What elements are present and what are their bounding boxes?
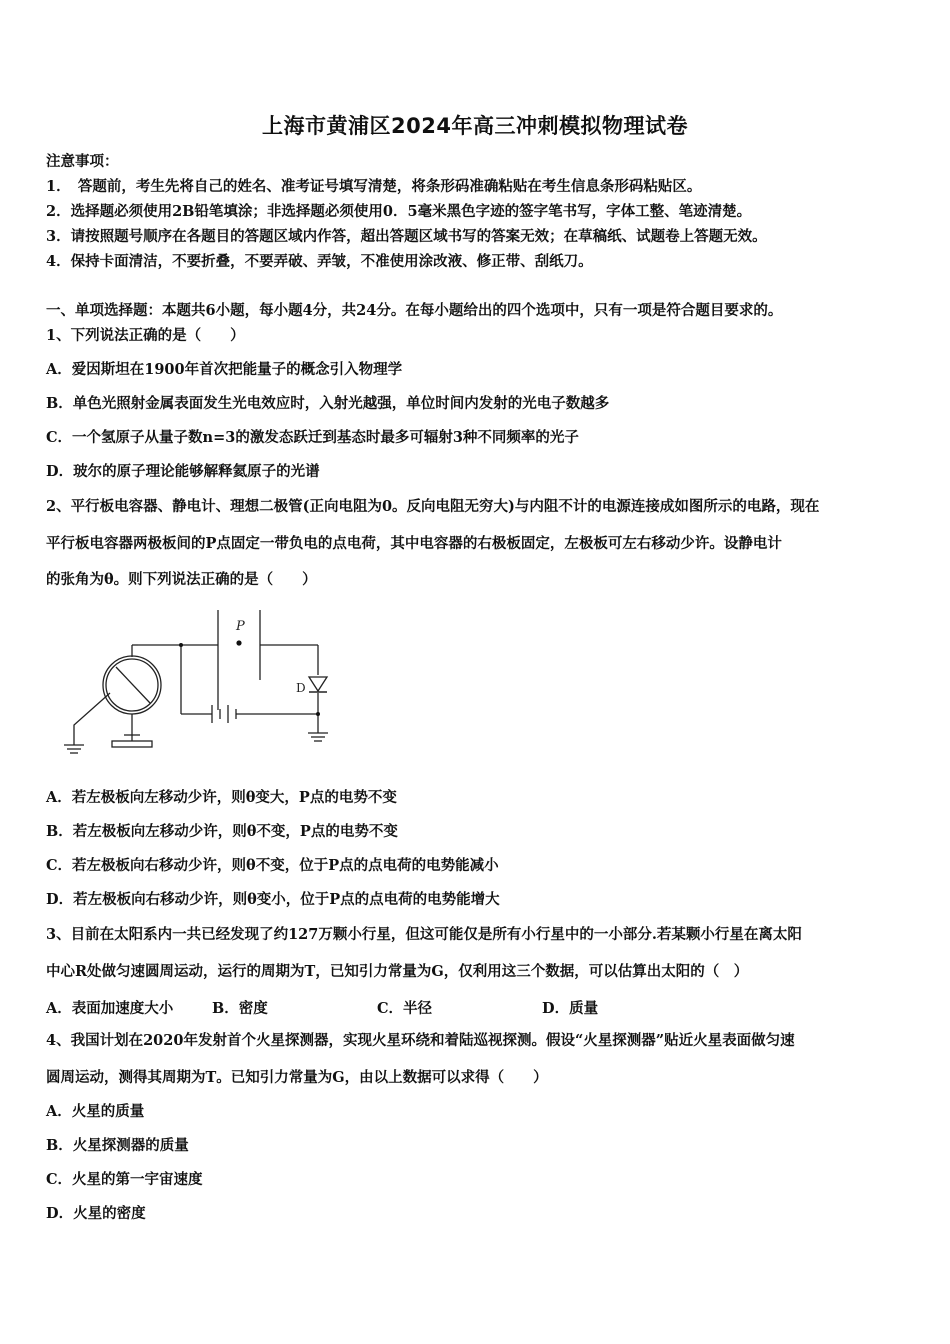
label-p: P bbox=[236, 619, 245, 634]
q1-stem: 1、下列说法正确的是（ ） bbox=[46, 327, 245, 344]
section-heading: 一、单项选择题：本题共6小题，每小题4分，共24分。在每小题给出的四个选项中，只有一项是符合题目要求的。 bbox=[46, 302, 783, 319]
notice-item-4: 4．保持卡面清洁，不要折叠，不要弄破、弄皱，不准使用涂改液、修正带、刮纸刀。 bbox=[46, 253, 593, 270]
circuit-diagram bbox=[60, 605, 340, 763]
notice-item-2: 2．选择题必须使用2B铅笔填涂；非选择题必须使用0．5毫米黑色字迹的签字笔书写，字体工整、笔迹清楚。 bbox=[46, 203, 752, 220]
q2-option-d: D．若左极板向右移动少许，则θ变小，位于P点的点电荷的电势能增大 bbox=[46, 891, 500, 908]
q4-option-d: D．火星的密度 bbox=[46, 1205, 146, 1222]
q2-stem-line-2: 平行板电容器两极板间的P点固定一带负电的点电荷，其中电容器的右极板固定，左极板可左右移动少许。设静电计 bbox=[46, 535, 782, 552]
q3-stem-line-2: 中心R处做匀速圆周运动，运行的周期为T，已知引力常量为G，仅利用这三个数据，可以估算出太阳的（ ） bbox=[46, 963, 749, 980]
q4-option-a: A．火星的质量 bbox=[46, 1103, 145, 1120]
q3-stem-line-1: 3、目前在太阳系内一共已经发现了约127万颗小行星，但这可能仅是所有小行星中的一小部分.若某颗小行星在离太阳 bbox=[46, 926, 802, 943]
q4-stem-line-2: 圆周运动，测得其周期为T。已知引力常量为G，由以上数据可以求得（ ） bbox=[46, 1069, 548, 1086]
point-p-dot bbox=[236, 640, 241, 645]
notice-item-1: 1． 答题前，考生先将自己的姓名、准考证号填写清楚，将条形码准确粘贴在考生信息条形码粘贴区。 bbox=[46, 178, 702, 195]
electrometer-body bbox=[106, 659, 158, 711]
electrometer-needle bbox=[116, 667, 150, 703]
q1-option-b: B．单色光照射金属表面发生光电效应时，入射光越强，单位时间内发射的光电子数越多 bbox=[46, 395, 610, 412]
q4-option-b: B．火星探测器的质量 bbox=[46, 1137, 189, 1154]
q1-option-a: A．爱因斯坦在1900年首次把能量子的概念引入物理学 bbox=[46, 361, 403, 378]
q2-option-a: A．若左极板向左移动少许，则θ变大，P点的电势不变 bbox=[46, 789, 397, 806]
q3-option-b: B．密度 bbox=[212, 1000, 268, 1017]
notice-item-3: 3．请按照题号顺序在各题目的答题区域内作答，超出答题区域书写的答案无效；在草稿纸、试题卷上答题无效。 bbox=[46, 228, 767, 245]
q3-option-a: A．表面加速度大小 bbox=[46, 1000, 174, 1017]
q1-option-d: D．玻尔的原子理论能够解释氦原子的光谱 bbox=[46, 463, 320, 480]
q3-option-d: D．质量 bbox=[542, 1000, 599, 1017]
q2-stem-line-3: 的张角为θ。则下列说法正确的是（ ） bbox=[46, 571, 317, 588]
q1-option-c: C．一个氢原子从量子数n=3的激发态跃迁到基态时最多可辐射3种不同频率的光子 bbox=[46, 429, 579, 446]
label-d: D bbox=[296, 681, 306, 695]
q3-option-c: C．半径 bbox=[377, 1000, 433, 1017]
q2-option-c: C．若左极板向右移动少许，则θ不变，位于P点的点电荷的电势能减小 bbox=[46, 857, 499, 874]
q2-option-b: B．若左极板向左移动少许，则θ不变，P点的电势不变 bbox=[46, 823, 398, 840]
q4-option-c: C．火星的第一宇宙速度 bbox=[46, 1171, 203, 1188]
page-title: 上海市黄浦区2024年高三冲刺模拟物理试卷 bbox=[262, 114, 688, 138]
q2-stem-line-1: 2、平行板电容器、静电计、理想二极管(正向电阻为0。反向电阻无穷大)与内阻不计的电源连接成如图所示的电路，现在 bbox=[46, 498, 820, 515]
notice-heading: 注意事项： bbox=[46, 153, 119, 170]
q4-stem-line-1: 4、我国计划在2020年发射首个火星探测器，实现火星环绕和着陆巡视探测。假设“火星探测器”贴近火星表面做匀速 bbox=[46, 1032, 795, 1049]
diode-symbol bbox=[309, 677, 327, 692]
